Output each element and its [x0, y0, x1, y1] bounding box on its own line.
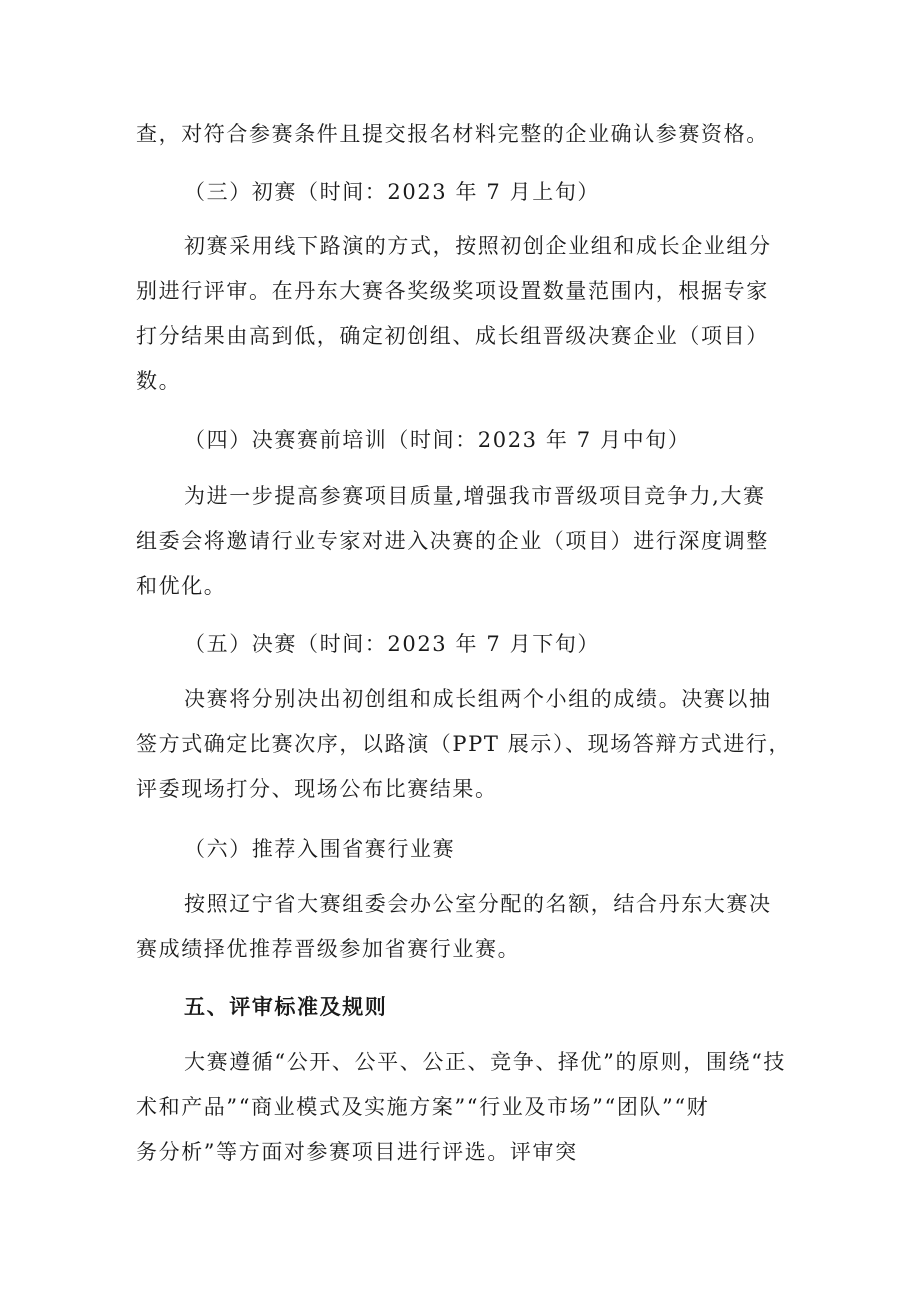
- paragraph-preliminary-round: [136, 224, 796, 404]
- paragraph-eligibility-confirmation: [136, 112, 796, 157]
- heading-preliminary-round: （三）初赛（时间：2023 年 7 月上旬）: [184, 180, 601, 204]
- text-line: 查，对符合参赛条件且提交报名材料完整的企业确认参赛资格。: [136, 122, 769, 146]
- text-line: 务分析”等方面对参赛项目进行评选。评审突: [136, 1140, 578, 1164]
- text-line: 术和产品”“商业模式及实施方案”“行业及市场”“团队”“财: [136, 1095, 710, 1119]
- text-line: 决赛将分别决出初创组和成长组两个小组的成绩。决赛以抽: [184, 687, 772, 711]
- text-line: 大赛遵循“公开、公平、公正、竞争、择优”的原则，围绕“技: [184, 1050, 787, 1074]
- text-line: 组委会将邀请行业专家对进入决赛的企业（项目）进行深度调整: [136, 529, 769, 553]
- text-line: 打分结果由高到低，确定初创组、成长组晋级决赛企业（项目）: [136, 324, 769, 348]
- heading-final-round: （五）决赛（时间：2023 年 7 月下旬）: [184, 632, 601, 656]
- paragraph-final-round: [136, 677, 796, 812]
- section-heading-evaluation-standards: 五、评审标准及规则: [184, 995, 388, 1019]
- text-line: 别进行评审。在丹东大赛各奖级奖项设置数量范围内，根据专家: [136, 279, 769, 303]
- text-line: 评委现场打分、现场公布比赛结果。: [136, 777, 498, 801]
- text-line: 初赛采用线下路演的方式，按照初创企业组和成长企业组分: [184, 234, 772, 258]
- text-line: 按照辽宁省大赛组委会办公室分配的名额，结合丹东大赛决: [184, 892, 772, 916]
- paragraph-provincial-recommendation: [136, 882, 796, 972]
- text-line: 为进一步提高参赛项目质量,增强我市晋级项目竞争力,大赛: [184, 484, 766, 508]
- text-line: 数。: [136, 369, 182, 393]
- text-line: 和优化。: [136, 574, 227, 598]
- heading-provincial-recommendation: （六）推荐入围省赛行业赛: [184, 837, 456, 861]
- text-line: 赛成绩择优推荐晋级参加省赛行业赛。: [136, 937, 521, 961]
- heading-pre-final-training: （四）决赛赛前培训（时间：2023 年 7 月中旬）: [184, 428, 691, 452]
- text-line: 签方式确定比赛次序，以路演（PPT 展示）、现场答辩方式进行，: [136, 732, 792, 756]
- paragraph-evaluation-principles: [136, 1040, 796, 1175]
- paragraph-pre-final-training: [136, 474, 796, 609]
